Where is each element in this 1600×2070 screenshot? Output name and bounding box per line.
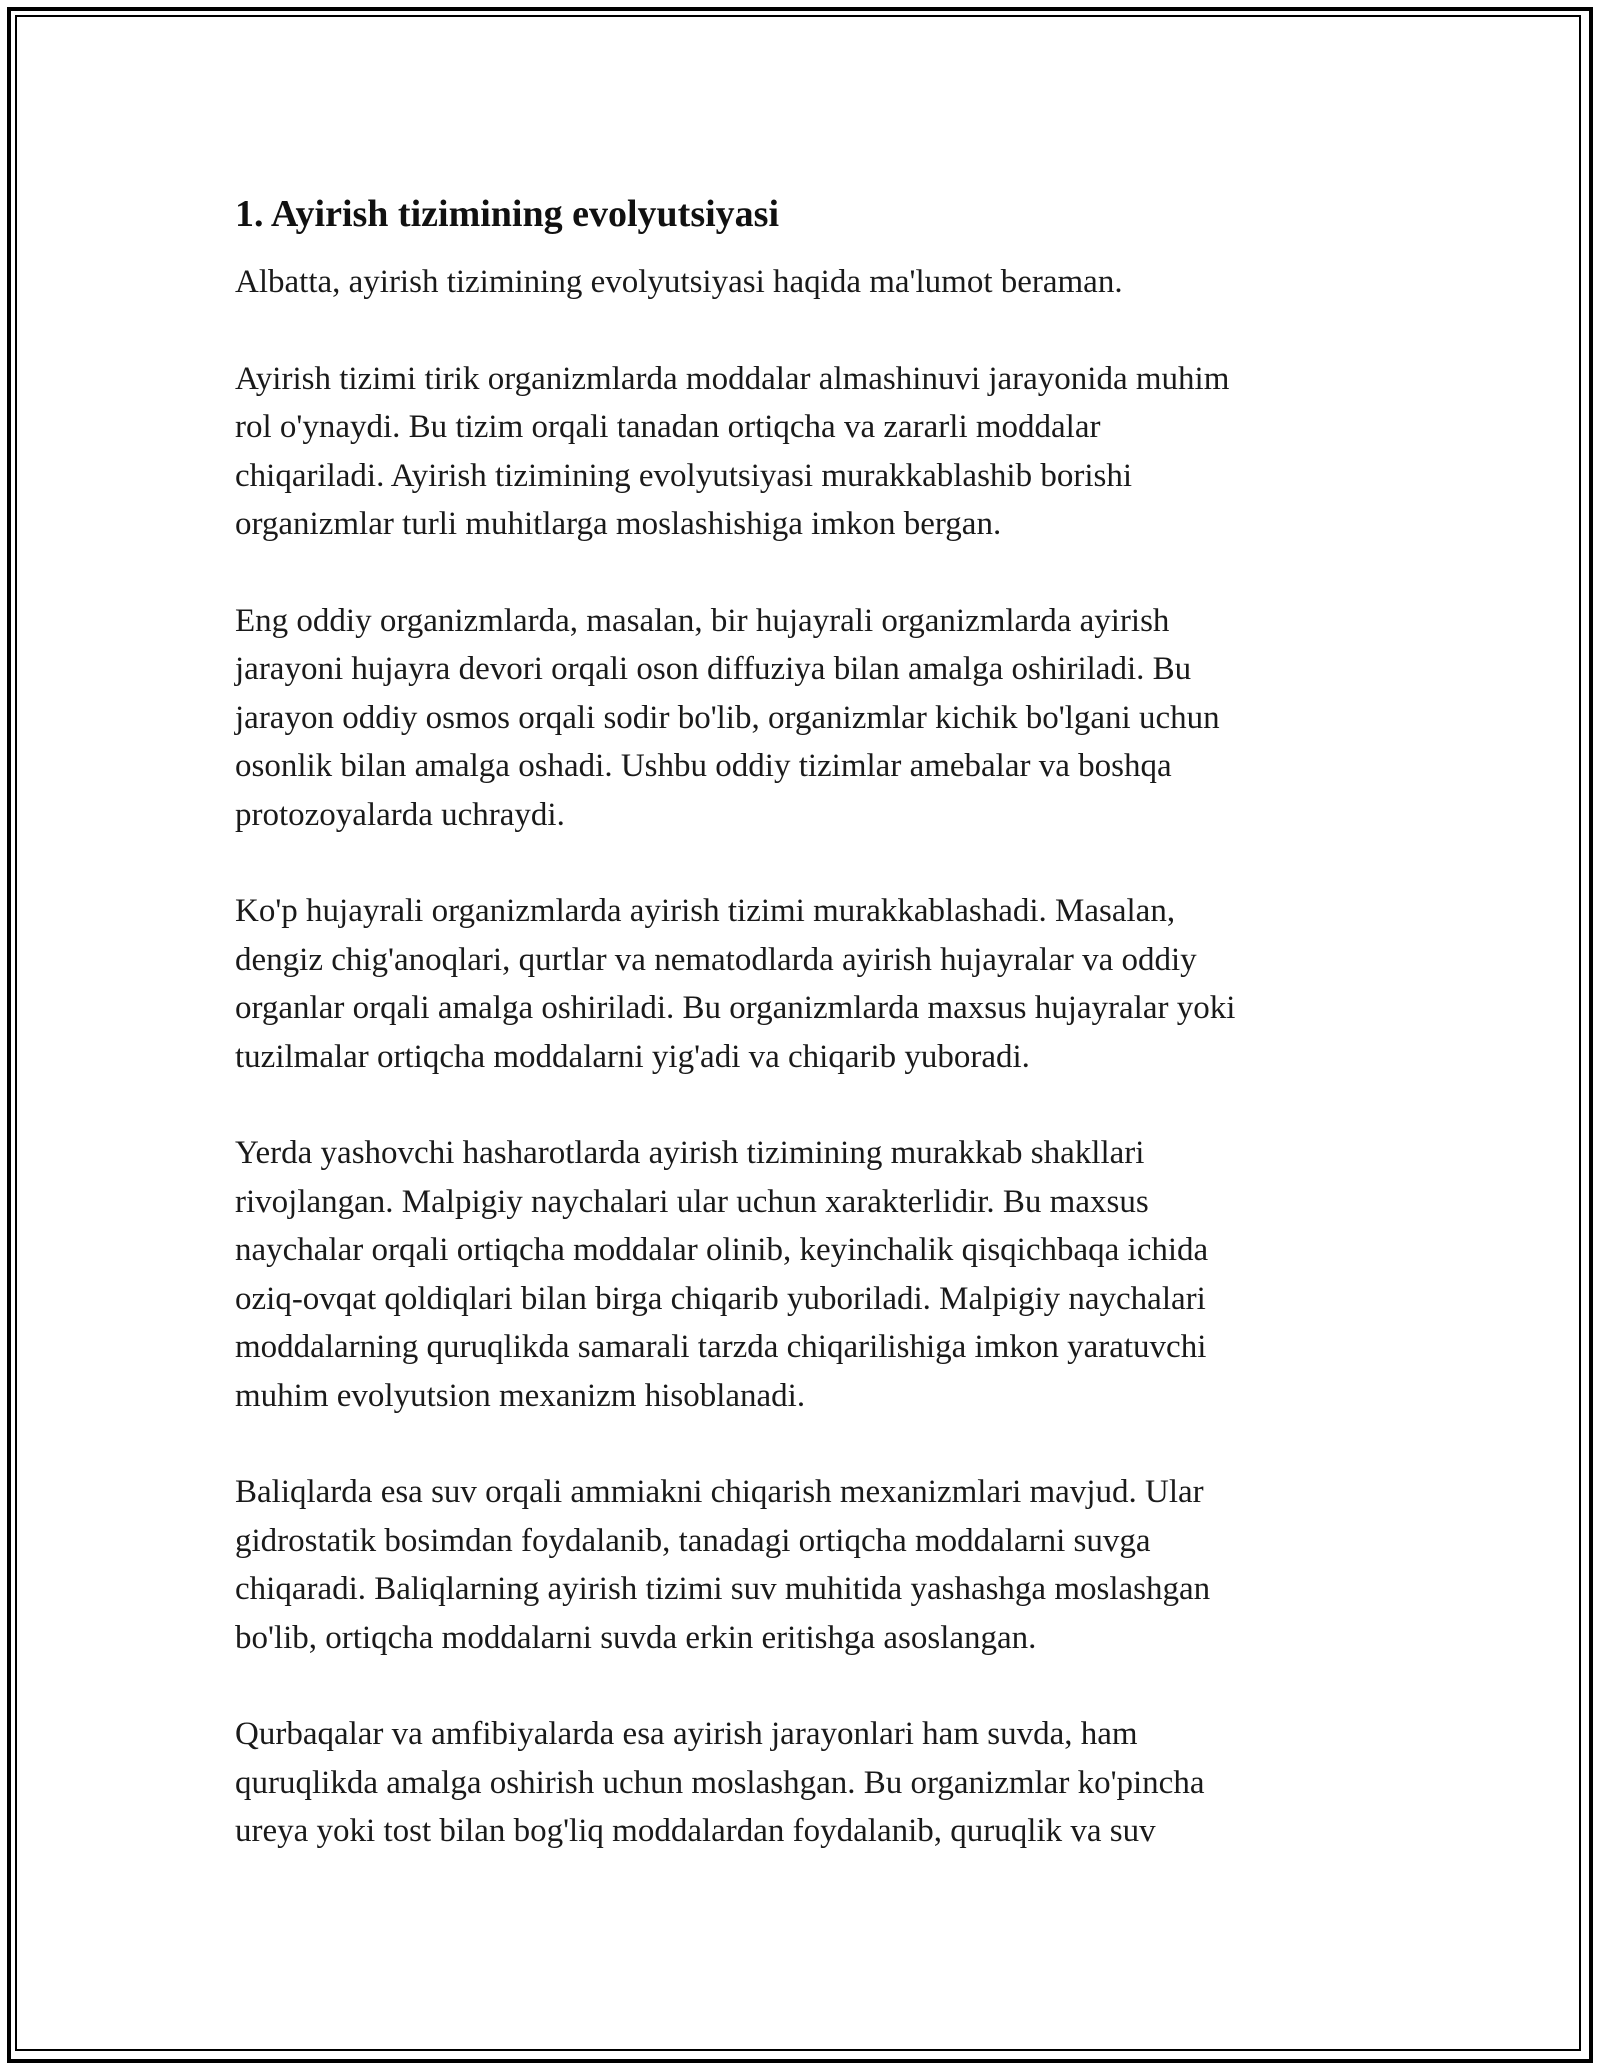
text-line: moddalarning quruqlikda samarali tarzda chiqarilishiga imkon yaratuvchi	[235, 1329, 1207, 1365]
text-line: bo'lib, ortiqcha moddalarni suvda erkin eritishga asoslangan.	[235, 1619, 1037, 1656]
text-line: organlar orqali amalga oshiriladi. Bu organizmlarda maxsus hujayralar yoki	[235, 990, 1236, 1026]
text-line: jarayoni hujayra devori orqali oson diffuziya bilan amalga oshiriladi. Bu	[235, 651, 1192, 687]
text-line: rivojlangan. Malpigiy naychalari ular uchun xarakterlidir. Bu maxsus	[235, 1183, 1149, 1220]
text-line: chiqariladi. Ayirish tizimining evolyutsiyasi murakkablashib borishi	[235, 457, 1133, 494]
text-line: oziq-ovqat qoldiqlari bilan birga chiqarib yuboriladi. Malpigiy naychalari	[235, 1280, 1206, 1317]
text-line: protozoyalarda uchraydi.	[235, 796, 565, 833]
text-line: rol o'ynaydi. Bu tizim orqali tanadan ortiqcha va zararli moddalar	[235, 409, 1101, 445]
text-line: Qurbaqalar va amfibiyalarda esa ayirish jarayonlari ham suvda, ham	[235, 1716, 1138, 1752]
paragraph	[235, 355, 1365, 549]
text-line: organizmlar turli muhitlarga moslashishiga imkon bergan.	[235, 506, 1002, 542]
text-line: Baliqlarda esa suv orqali ammiakni chiqarish mexanizmlari mavjud. Ular	[235, 1474, 1204, 1510]
text-line: naychalar orqali ortiqcha moddalar olinib, keyinchalik qisqichbaqa ichida	[235, 1232, 1209, 1268]
text-line: Yerda yashovchi hasharotlarda ayirish tizimining murakkab shakllari	[235, 1135, 1145, 1171]
text-line: Ko'p hujayrali organizmlarda ayirish tizimi murakkablashadi. Masalan,	[235, 893, 1176, 929]
paragraph	[235, 1710, 1365, 1856]
text-line: Albatta, ayirish tizimining evolyutsiyasi haqida ma'lumot beraman.	[235, 264, 1123, 300]
document-body	[235, 190, 1365, 1904]
paragraph	[235, 258, 1365, 307]
text-line: gidrostatik bosimdan foydalanib, tanadagi ortiqcha moddalarni suvga	[235, 1522, 1151, 1559]
text-line: muhim evolyutsion mexanizm hisoblanadi.	[235, 1377, 806, 1414]
paragraph-list	[235, 258, 1365, 1856]
text-line: osonlik bilan amalga oshadi. Ushbu oddiy tizimlar amebalar va boshqa	[235, 748, 1172, 784]
text-line: jarayon oddiy osmos orqali sodir bo'lib, organizmlar kichik bo'lgani uchun	[235, 699, 1220, 736]
text-line: ureya yoki tost bilan bog'liq moddalardan foydalanib, quruqlik va suv	[235, 1813, 1156, 1849]
section-heading: 1. Ayirish tizimining evolyutsiyasi	[235, 193, 780, 235]
paragraph	[235, 1468, 1365, 1662]
text-line: Eng oddiy organizmlarda, masalan, bir hujayrali organizmlarda ayirish	[235, 602, 1170, 639]
text-line: Ayirish tizimi tirik organizmlarda moddalar almashinuvi jarayonida muhim	[235, 360, 1230, 397]
paragraph	[235, 597, 1365, 840]
text-line: dengiz chig'anoqlari, qurtlar va nematodlarda ayirish hujayralar va oddiy	[235, 941, 1197, 978]
paragraph	[235, 887, 1365, 1081]
text-line: tuzilmalar ortiqcha moddalarni yig'adi va chiqarib yuboradi.	[235, 1038, 1030, 1075]
paragraph	[235, 1129, 1365, 1420]
text-line: chiqaradi. Baliqlarning ayirish tizimi suv muhitida yashashga moslashgan	[235, 1571, 1211, 1607]
text-line: quruqlikda amalga oshirish uchun moslashgan. Bu organizmlar ko'pincha	[235, 1764, 1205, 1801]
